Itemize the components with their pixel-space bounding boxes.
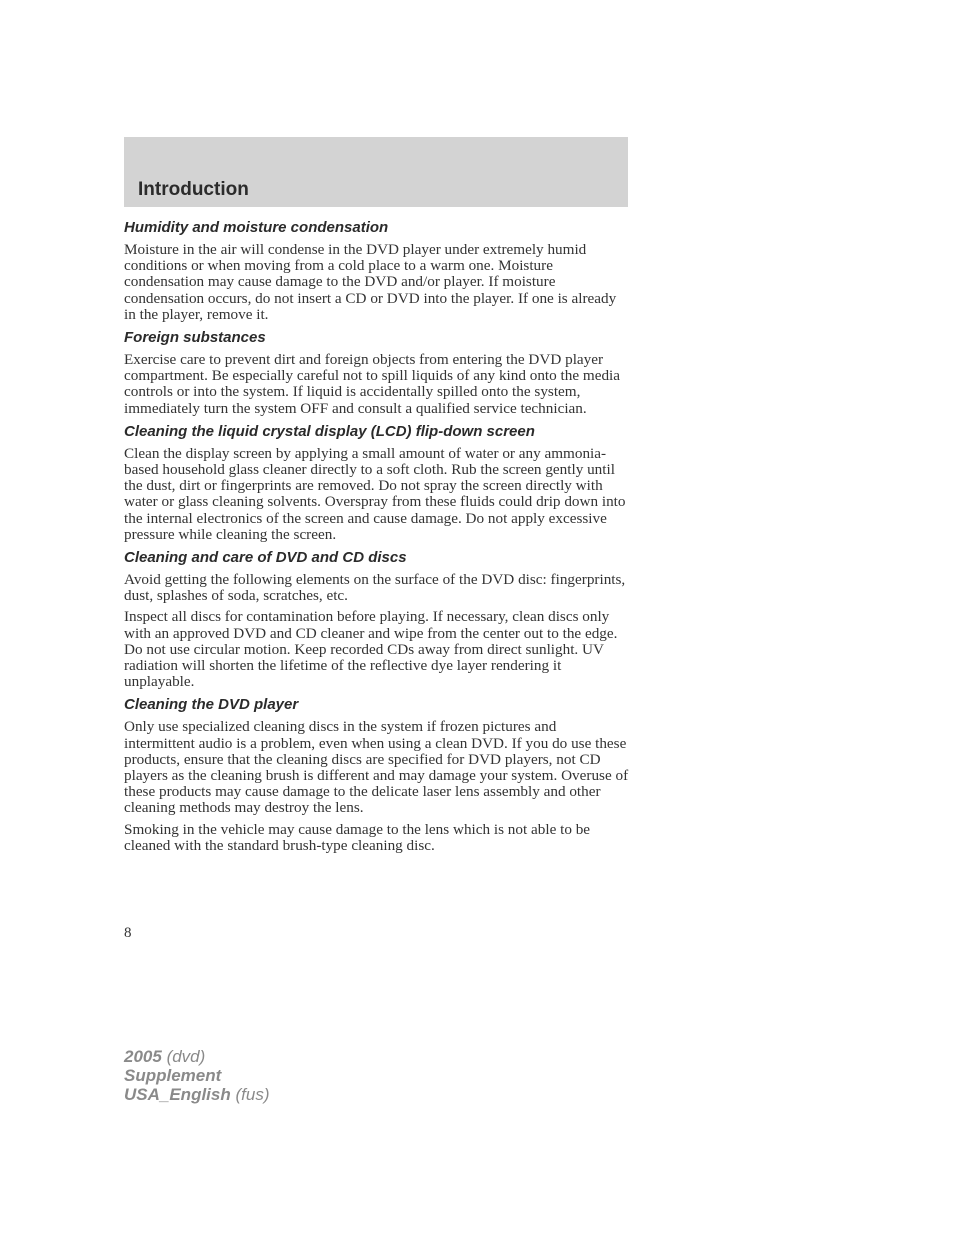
section-cleaning-player: [124, 695, 630, 854]
section-heading: Cleaning and care of DVD and CD discs: [124, 549, 407, 567]
section-foreign-substances: [124, 328, 630, 417]
paragraph: Moisture in the air will condense in the DVD player under extremely humid conditions or when moving from a cold place to a warm one. Moisture condensation may cause damage to the DVD and/or player. If moisture condensation occurs, do not insert a CD or DVD into the player. If one is already in the player, remove it.: [124, 241, 617, 323]
paragraph: Smoking in the vehicle may cause damage to the lens which is not able to be cleaned with the standard brush-type cleaning disc.: [124, 820, 591, 854]
section-header-band: [124, 137, 628, 207]
footer-model: (dvd): [166, 1047, 206, 1066]
section-cleaning-lcd: [124, 422, 630, 543]
section-heading: Humidity and moisture condensation: [124, 219, 389, 236]
paragraph: Avoid getting the following elements on the surface of the DVD disc: fingerprints, dust, splashes of soda, scratches, etc.: [124, 571, 626, 605]
section-cleaning-discs: [124, 548, 630, 690]
section-heading: Cleaning the liquid crystal display (LCD) flip-down screen: [124, 422, 535, 440]
footer-line-supplement: [124, 1066, 269, 1085]
document-footer: [124, 1047, 269, 1104]
footer-line-language: [124, 1085, 269, 1104]
paragraph: Clean the display screen by applying a small amount of water or any ammonia-based household glass cleaner directly to a soft cloth. Rub the screen gently until the dust, dirt or fingerprints are removed. Do not spray the screen directly with water or glass cleaning solvents. Overspray from these fluids could drip down into the internal electronics of the screen and cause damage. Do not apply excessive pressure while cleaning the screen.: [124, 444, 626, 543]
footer-year: 2005: [124, 1047, 162, 1066]
footer-line-year: [124, 1047, 269, 1066]
section-humidity: [124, 218, 630, 323]
footer-language: USA_English: [124, 1085, 231, 1104]
paragraph: Inspect all discs for contamination before playing. If necessary, clean discs only with an approved DVD and CD cleaner and wipe from the center out to the edge. Do not use circular motion. Keep recorded CDs away from direct sunlight. UV radiation will shorten the lifetime of the reflective dye layer rendering it unplayable.: [124, 608, 618, 691]
page-content: [124, 218, 630, 859]
footer-market: (fus): [235, 1085, 270, 1104]
footer-supplement: Supplement: [124, 1066, 222, 1085]
paragraph: Only use specialized cleaning discs in the system if frozen pictures and intermittent audio is a problem, even when using a clean DVD. If you do use these products, ensure that the cleaning discs are specified for DVD players, not CD players as the cleaning brush is different and may damage your system. Overuse of these products may cause damage to the delicate laser lens assembly and other cleaning methods may destroy the lens.: [124, 718, 629, 817]
section-heading: Cleaning the DVD player: [124, 696, 299, 714]
page-number: 8: [124, 925, 132, 941]
section-heading: Foreign substances: [124, 329, 266, 347]
paragraph: Exercise care to prevent dirt and foreign objects from entering the DVD player compartment. Be especially careful not to spill liquids of any kind onto the media controls or into the system. If liquid is accidentally spilled onto the system, immediately turn the system OFF and consult a qualified service technician.: [124, 351, 621, 417]
section-title: Introduction: [138, 179, 249, 200]
